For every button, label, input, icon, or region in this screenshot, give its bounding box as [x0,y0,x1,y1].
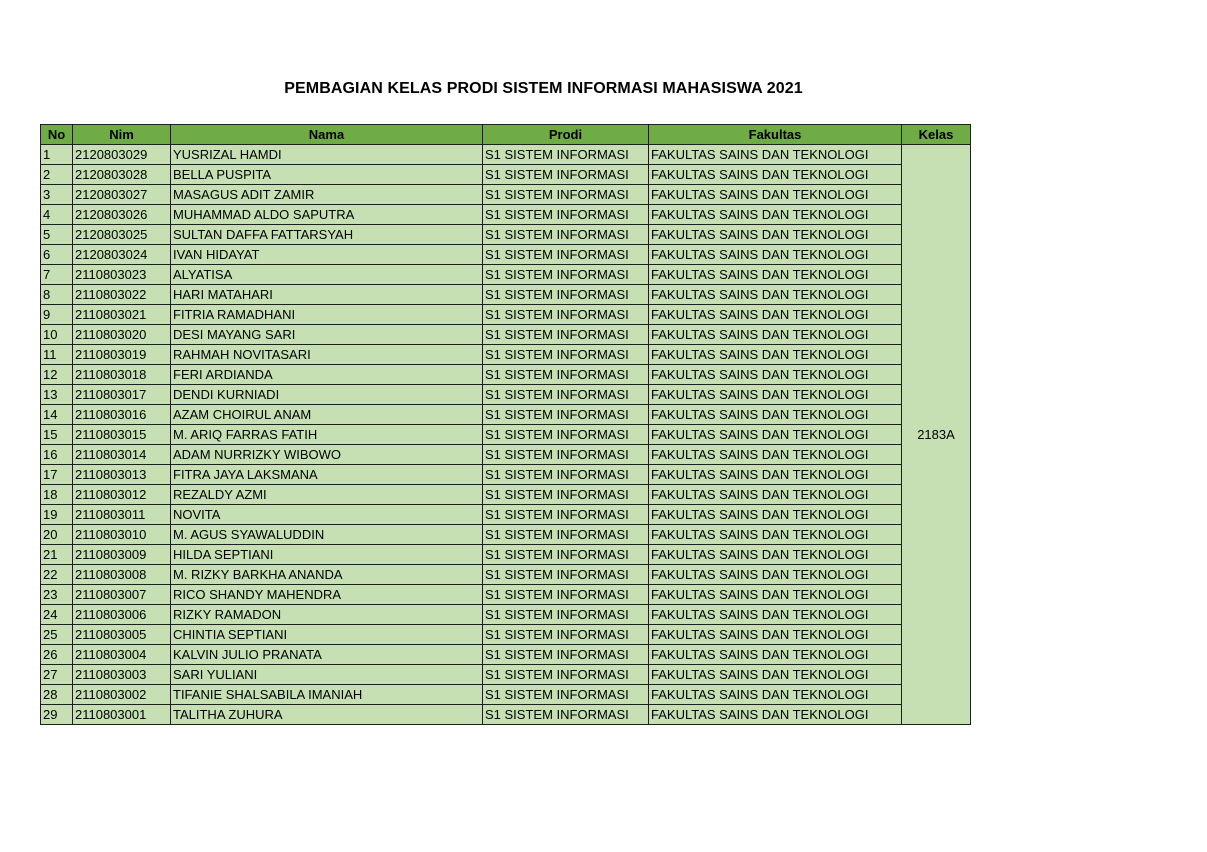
table-row [41,645,971,665]
cell-no: 22 [41,565,73,585]
cell-nim: 2110803009 [73,545,171,565]
cell-no: 14 [41,405,73,425]
table-row [41,325,971,345]
cell-nama: TALITHA ZUHURA [171,705,483,725]
cell-prodi: S1 SISTEM INFORMASI [483,505,649,525]
cell-nim: 2110803008 [73,565,171,585]
table-row [41,385,971,405]
cell-no: 24 [41,605,73,625]
header-row [41,125,971,145]
cell-fakultas: FAKULTAS SAINS DAN TEKNOLOGI [649,185,902,205]
cell-nama: ADAM NURRIZKY WIBOWO [171,445,483,465]
header-nama: Nama [171,125,483,145]
table-row [41,365,971,385]
cell-fakultas: FAKULTAS SAINS DAN TEKNOLOGI [649,505,902,525]
header-kelas: Kelas [902,125,971,145]
cell-nim: 2110803005 [73,625,171,645]
header-no: No [41,125,73,145]
class-table [40,124,971,725]
cell-no: 13 [41,385,73,405]
cell-no: 26 [41,645,73,665]
cell-nama: YUSRIZAL HAMDI [171,145,483,165]
cell-fakultas: FAKULTAS SAINS DAN TEKNOLOGI [649,445,902,465]
table-row [41,145,971,165]
cell-prodi: S1 SISTEM INFORMASI [483,645,649,665]
cell-fakultas: FAKULTAS SAINS DAN TEKNOLOGI [649,145,902,165]
cell-fakultas: FAKULTAS SAINS DAN TEKNOLOGI [649,245,902,265]
cell-prodi: S1 SISTEM INFORMASI [483,145,649,165]
table-row [41,425,971,445]
cell-nim: 2110803014 [73,445,171,465]
cell-nama: NOVITA [171,505,483,525]
cell-no: 4 [41,205,73,225]
cell-no: 5 [41,225,73,245]
cell-fakultas: FAKULTAS SAINS DAN TEKNOLOGI [649,705,902,725]
cell-nama: RIZKY RAMADON [171,605,483,625]
cell-no: 10 [41,325,73,345]
cell-no: 15 [41,425,73,445]
cell-fakultas: FAKULTAS SAINS DAN TEKNOLOGI [649,665,902,685]
cell-nama: SULTAN DAFFA FATTARSYAH [171,225,483,245]
cell-fakultas: FAKULTAS SAINS DAN TEKNOLOGI [649,545,902,565]
table-row [41,165,971,185]
cell-nama: DENDI KURNIADI [171,385,483,405]
cell-nim: 2110803007 [73,585,171,605]
table-row [41,485,971,505]
header-fakultas: Fakultas [649,125,902,145]
cell-nim: 2120803028 [73,165,171,185]
cell-fakultas: FAKULTAS SAINS DAN TEKNOLOGI [649,685,902,705]
cell-nama: MUHAMMAD ALDO SAPUTRA [171,205,483,225]
cell-fakultas: FAKULTAS SAINS DAN TEKNOLOGI [649,365,902,385]
cell-fakultas: FAKULTAS SAINS DAN TEKNOLOGI [649,285,902,305]
cell-no: 6 [41,245,73,265]
cell-no: 8 [41,285,73,305]
cell-nim: 2120803025 [73,225,171,245]
table-row [41,265,971,285]
table-row [41,185,971,205]
table-row [41,305,971,325]
cell-prodi: S1 SISTEM INFORMASI [483,425,649,445]
cell-no: 20 [41,525,73,545]
cell-no: 19 [41,505,73,525]
cell-nama: M. ARIQ FARRAS FATIH [171,425,483,445]
cell-nama: M. AGUS SYAWALUDDIN [171,525,483,545]
cell-prodi: S1 SISTEM INFORMASI [483,245,649,265]
table-row [41,505,971,525]
cell-nim: 2110803018 [73,365,171,385]
table-row [41,205,971,225]
header-prodi: Prodi [483,125,649,145]
cell-prodi: S1 SISTEM INFORMASI [483,685,649,705]
table-row [41,625,971,645]
cell-kelas: 2183A [902,145,971,725]
cell-prodi: S1 SISTEM INFORMASI [483,165,649,185]
cell-prodi: S1 SISTEM INFORMASI [483,365,649,385]
cell-nim: 2110803006 [73,605,171,625]
cell-no: 11 [41,345,73,365]
cell-nim: 2110803003 [73,665,171,685]
cell-no: 7 [41,265,73,285]
cell-no: 3 [41,185,73,205]
cell-fakultas: FAKULTAS SAINS DAN TEKNOLOGI [649,205,902,225]
cell-prodi: S1 SISTEM INFORMASI [483,185,649,205]
table-row [41,705,971,725]
cell-nim: 2110803016 [73,405,171,425]
cell-nama: BELLA PUSPITA [171,165,483,185]
cell-fakultas: FAKULTAS SAINS DAN TEKNOLOGI [649,265,902,285]
table-row [41,405,971,425]
cell-nama: FITRIA RAMADHANI [171,305,483,325]
cell-nim: 2110803013 [73,465,171,485]
table-row [41,285,971,305]
cell-prodi: S1 SISTEM INFORMASI [483,585,649,605]
cell-nama: SARI YULIANI [171,665,483,685]
cell-no: 18 [41,485,73,505]
table-row [41,345,971,365]
cell-prodi: S1 SISTEM INFORMASI [483,405,649,425]
table-row [41,585,971,605]
cell-nim: 2110803017 [73,385,171,405]
cell-nim: 2110803002 [73,685,171,705]
cell-nama: TIFANIE SHALSABILA IMANIAH [171,685,483,705]
cell-no: 28 [41,685,73,705]
cell-nama: FERI ARDIANDA [171,365,483,385]
cell-no: 17 [41,465,73,485]
cell-nim: 2110803001 [73,705,171,725]
cell-nim: 2110803004 [73,645,171,665]
cell-no: 29 [41,705,73,725]
cell-prodi: S1 SISTEM INFORMASI [483,605,649,625]
cell-prodi: S1 SISTEM INFORMASI [483,325,649,345]
cell-nim: 2110803019 [73,345,171,365]
cell-fakultas: FAKULTAS SAINS DAN TEKNOLOGI [649,585,902,605]
cell-fakultas: FAKULTAS SAINS DAN TEKNOLOGI [649,405,902,425]
cell-nama: KALVIN JULIO PRANATA [171,645,483,665]
cell-prodi: S1 SISTEM INFORMASI [483,225,649,245]
cell-no: 25 [41,625,73,645]
cell-prodi: S1 SISTEM INFORMASI [483,205,649,225]
cell-nim: 2110803012 [73,485,171,505]
cell-nim: 2110803023 [73,265,171,285]
cell-prodi: S1 SISTEM INFORMASI [483,625,649,645]
cell-fakultas: FAKULTAS SAINS DAN TEKNOLOGI [649,565,902,585]
cell-nama: HILDA SEPTIANI [171,545,483,565]
table-row [41,565,971,585]
cell-nama: CHINTIA SEPTIANI [171,625,483,645]
cell-prodi: S1 SISTEM INFORMASI [483,545,649,565]
cell-fakultas: FAKULTAS SAINS DAN TEKNOLOGI [649,465,902,485]
cell-nim: 2110803020 [73,325,171,345]
table-row [41,685,971,705]
cell-no: 23 [41,585,73,605]
cell-nama: RICO SHANDY MAHENDRA [171,585,483,605]
cell-nim: 2120803026 [73,205,171,225]
cell-fakultas: FAKULTAS SAINS DAN TEKNOLOGI [649,525,902,545]
cell-prodi: S1 SISTEM INFORMASI [483,705,649,725]
cell-prodi: S1 SISTEM INFORMASI [483,445,649,465]
table-row [41,665,971,685]
cell-no: 27 [41,665,73,685]
cell-nim: 2120803029 [73,145,171,165]
table-row [41,525,971,545]
table-row [41,245,971,265]
cell-no: 9 [41,305,73,325]
table-body [41,145,971,725]
cell-no: 21 [41,545,73,565]
cell-no: 1 [41,145,73,165]
cell-fakultas: FAKULTAS SAINS DAN TEKNOLOGI [649,385,902,405]
cell-nama: IVAN HIDAYAT [171,245,483,265]
cell-no: 2 [41,165,73,185]
cell-nama: DESI MAYANG SARI [171,325,483,345]
cell-fakultas: FAKULTAS SAINS DAN TEKNOLOGI [649,625,902,645]
cell-prodi: S1 SISTEM INFORMASI [483,385,649,405]
cell-nama: HARI MATAHARI [171,285,483,305]
cell-nama: FITRA JAYA LAKSMANA [171,465,483,485]
cell-nim: 2120803024 [73,245,171,265]
table-row [41,605,971,625]
cell-nim: 2110803021 [73,305,171,325]
cell-nim: 2110803015 [73,425,171,445]
cell-nama: REZALDY AZMI [171,485,483,505]
cell-prodi: S1 SISTEM INFORMASI [483,565,649,585]
cell-nim: 2110803010 [73,525,171,545]
table-row [41,225,971,245]
cell-nama: M. RIZKY BARKHA ANANDA [171,565,483,585]
cell-fakultas: FAKULTAS SAINS DAN TEKNOLOGI [649,225,902,245]
cell-no: 12 [41,365,73,385]
cell-prodi: S1 SISTEM INFORMASI [483,305,649,325]
cell-prodi: S1 SISTEM INFORMASI [483,665,649,685]
cell-fakultas: FAKULTAS SAINS DAN TEKNOLOGI [649,345,902,365]
cell-nim: 2110803011 [73,505,171,525]
cell-fakultas: FAKULTAS SAINS DAN TEKNOLOGI [649,305,902,325]
table-row [41,465,971,485]
cell-nim: 2120803027 [73,185,171,205]
cell-fakultas: FAKULTAS SAINS DAN TEKNOLOGI [649,325,902,345]
cell-prodi: S1 SISTEM INFORMASI [483,265,649,285]
table-row [41,445,971,465]
cell-nama: AZAM CHOIRUL ANAM [171,405,483,425]
cell-nama: ALYATISA [171,265,483,285]
page-title: PEMBAGIAN KELAS PRODI SISTEM INFORMASI MAHASISWA 2021 [284,80,803,97]
header-nim: Nim [73,125,171,145]
cell-fakultas: FAKULTAS SAINS DAN TEKNOLOGI [649,645,902,665]
cell-fakultas: FAKULTAS SAINS DAN TEKNOLOGI [649,425,902,445]
cell-fakultas: FAKULTAS SAINS DAN TEKNOLOGI [649,165,902,185]
table-row [41,545,971,565]
cell-nama: RAHMAH NOVITASARI [171,345,483,365]
cell-prodi: S1 SISTEM INFORMASI [483,465,649,485]
cell-prodi: S1 SISTEM INFORMASI [483,525,649,545]
cell-no: 16 [41,445,73,465]
cell-nama: MASAGUS ADIT ZAMIR [171,185,483,205]
cell-nim: 2110803022 [73,285,171,305]
cell-fakultas: FAKULTAS SAINS DAN TEKNOLOGI [649,605,902,625]
cell-prodi: S1 SISTEM INFORMASI [483,345,649,365]
cell-prodi: S1 SISTEM INFORMASI [483,285,649,305]
cell-fakultas: FAKULTAS SAINS DAN TEKNOLOGI [649,485,902,505]
cell-prodi: S1 SISTEM INFORMASI [483,485,649,505]
